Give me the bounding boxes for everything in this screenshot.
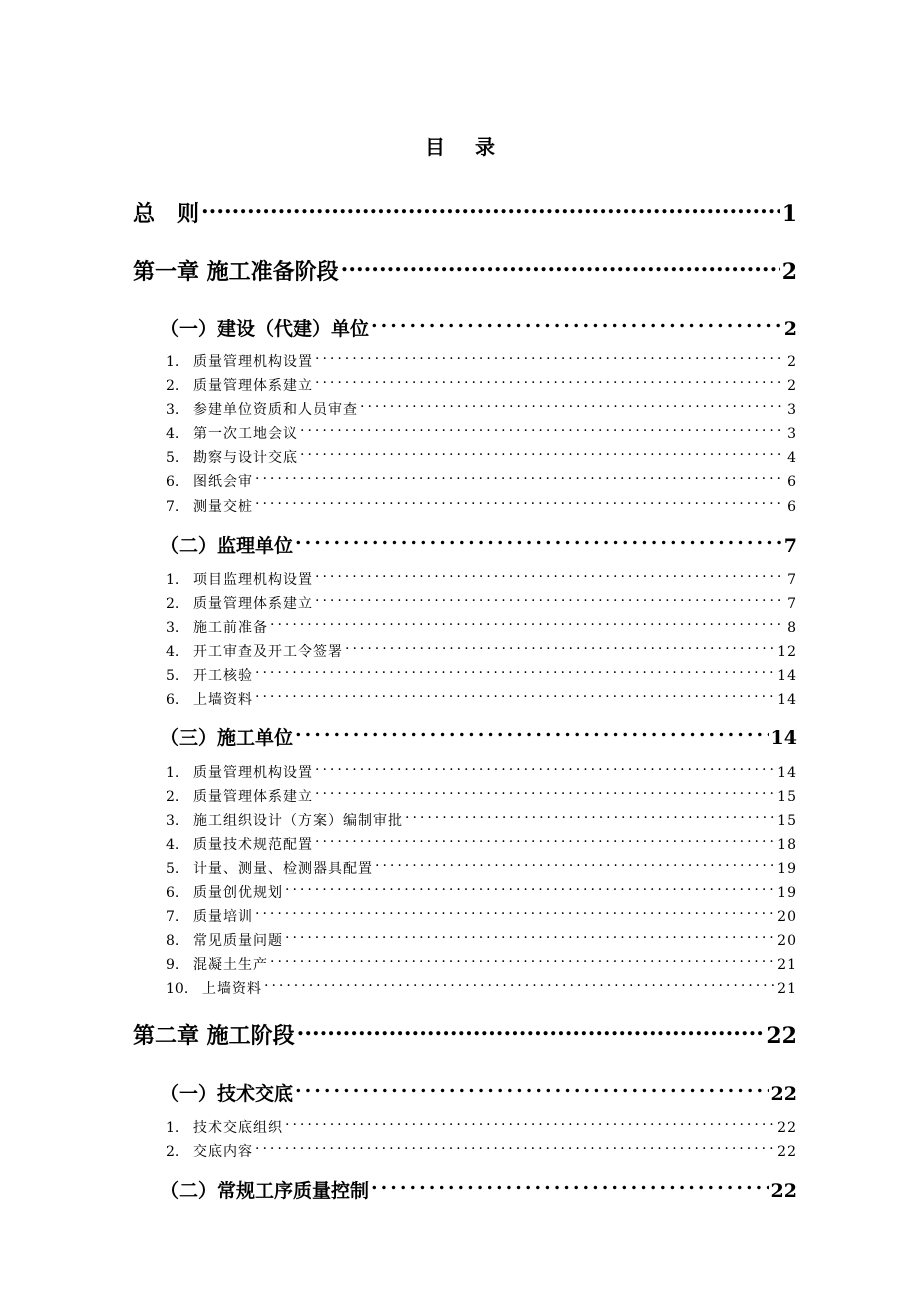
toc-entry-page: 14 [777,668,797,684]
toc-entry-label: （二）监理单位 [160,535,294,557]
toc-entry-page: 21 [777,957,797,973]
dot-leader [315,827,775,849]
toc-entry-page: 15 [777,813,797,829]
toc-entry-label: （三）施工单位 [160,727,294,749]
toc-entry-item[interactable] [166,562,797,588]
toc-entry-page: 22 [770,1180,797,1202]
toc-entry-general[interactable] [133,191,797,227]
toc-item-number: 8. [166,933,180,949]
toc-entry-label: 第一章 施工准备阶段 [133,259,339,285]
toc-entry-page: 2 [787,378,797,394]
dot-leader [315,586,785,608]
toc-entry-page: 1 [781,201,797,227]
toc-entry-label: 质量管理体系建立 [193,596,313,612]
toc-entry-page: 3 [787,426,797,442]
dot-leader [315,562,785,584]
toc-entry-label: 混凝土生产 [193,957,268,973]
toc-entry-page: 12 [777,644,797,660]
toc-item-number: 7. [166,499,180,515]
toc-item-number: 1. [166,765,180,781]
toc-entry-section[interactable] [160,307,797,340]
toc-entry-page: 2 [787,354,797,370]
toc-entry-label: 参建单位资质和人员审查 [193,402,358,418]
toc-entry-item[interactable] [166,971,797,997]
toc-entry-section[interactable] [160,716,797,749]
dot-leader [295,1072,769,1100]
dot-leader [255,1134,775,1156]
toc-entry-label: 项目监理机构设置 [193,572,313,588]
toc-item-number: 2. [166,596,180,612]
toc-entry-label: 开工核验 [193,668,253,684]
toc-entry-chapter-2[interactable] [133,1013,797,1049]
toc-entry-item[interactable] [166,416,797,442]
dot-leader [285,1110,775,1132]
toc-entry-label: 总 则 [133,201,200,227]
toc-entry-item[interactable] [166,634,797,660]
toc-item-number: 3. [166,620,180,636]
toc-item-number: 2. [166,1144,180,1160]
toc-entry-label: 施工前准备 [193,620,268,636]
toc-title [0,133,920,161]
toc-entry-item[interactable] [166,899,797,925]
toc-entry-page: 14 [777,692,797,708]
toc-entry-page: 14 [777,765,797,781]
toc-entry-page: 22 [766,1023,797,1049]
dot-leader [295,524,782,552]
dot-leader [345,634,775,656]
toc-entry-label: 计量、测量、检测器具配置 [193,861,373,877]
toc-entry-label: （一）技术交底 [160,1083,294,1105]
toc-entry-page: 22 [777,1144,797,1160]
dot-leader [255,658,775,680]
toc-entry-label: 第一次工地会议 [193,426,298,442]
toc-entry-item[interactable] [166,875,797,901]
toc-entry-item[interactable] [166,755,797,781]
toc-entry-item[interactable] [166,368,797,394]
toc-entry-label: 测量交桩 [193,499,253,515]
toc-item-number: 5. [166,450,180,466]
toc-title-char-1: 目 [425,135,445,159]
dot-leader [270,947,775,969]
toc-item-number: 3. [166,813,180,829]
toc-entry-item[interactable] [166,658,797,684]
dot-leader [295,716,769,744]
dot-leader [315,755,775,777]
toc-entry-page: 20 [777,909,797,925]
toc-entry-section[interactable] [160,524,797,557]
toc-entry-page: 6 [787,474,797,490]
dot-leader [264,971,775,993]
dot-leader [255,464,785,486]
toc-entry-item[interactable] [166,947,797,973]
toc-entry-page: 7 [787,596,797,612]
toc-entry-item[interactable] [166,923,797,949]
toc-entry-label: 上墙资料 [193,692,253,708]
toc-item-number: 7. [166,909,180,925]
toc-item-number: 10. [166,981,189,997]
toc-entry-section[interactable] [160,1072,797,1105]
toc-entry-page: 21 [777,981,797,997]
toc-entry-page: 7 [787,572,797,588]
toc-entry-page: 22 [770,1083,797,1105]
toc-entry-item[interactable] [166,851,797,877]
toc-entry-label: 质量管理机构设置 [193,354,313,370]
dot-leader [315,344,785,366]
dot-leader [371,307,782,335]
toc-entry-page: 15 [777,789,797,805]
toc-entry-section[interactable] [160,1169,797,1202]
toc-item-number: 1. [166,1120,180,1136]
toc-entry-label: （一）建设（代建）单位 [160,318,370,340]
toc-entry-item[interactable] [166,1110,797,1136]
toc-entry-item[interactable] [166,610,797,636]
toc-entry-item[interactable] [166,344,797,370]
toc-entry-label: 勘察与设计交底 [193,450,298,466]
toc-entry-item[interactable] [166,489,797,515]
toc-entry-item[interactable] [166,827,797,853]
toc-entry-item[interactable] [166,392,797,418]
toc-entry-label: 质量管理体系建立 [193,378,313,394]
toc-entry-page: 20 [777,933,797,949]
toc-entry-page: 2 [783,318,797,340]
dot-leader [315,779,775,801]
dot-leader [300,416,785,438]
toc-entry-label: 质量管理体系建立 [193,789,313,805]
toc-item-number: 2. [166,378,180,394]
toc-entry-page: 7 [783,535,797,557]
toc-title-char-2: 录 [475,135,495,159]
toc-entry-item[interactable] [166,803,797,829]
toc-item-number: 2. [166,789,180,805]
toc-entry-label: 上墙资料 [202,981,262,997]
toc-item-number: 3. [166,402,180,418]
dot-leader [255,899,775,921]
dot-leader [360,392,785,414]
toc-entry-page: 3 [787,402,797,418]
toc-entry-page: 6 [787,499,797,515]
toc-entry-item[interactable] [166,586,797,612]
toc-entry-label: 开工审查及开工令签署 [193,644,343,660]
dot-leader [285,875,775,897]
toc-item-number: 4. [166,837,180,853]
toc-entry-label: 常见质量问题 [193,933,283,949]
toc-item-number: 5. [166,861,180,877]
dot-leader [285,923,775,945]
toc-entry-label: 质量创优规划 [193,885,283,901]
dot-leader [375,851,775,873]
toc-entry-page: 2 [781,259,797,285]
dot-leader [315,368,785,390]
toc-entry-page: 19 [777,861,797,877]
toc-entry-item[interactable] [166,779,797,805]
dot-leader [255,489,785,511]
toc-entry-item[interactable] [166,682,797,708]
dot-leader [371,1169,769,1197]
dot-leader [270,610,785,632]
toc-entry-label: （二）常规工序质量控制 [160,1180,370,1202]
dot-leader [201,191,780,221]
dot-leader [255,682,775,704]
dot-leader [300,440,785,462]
toc-entry-item[interactable] [166,1134,797,1160]
dot-leader [341,249,780,279]
dot-leader [297,1013,765,1043]
toc-entry-page: 14 [770,727,797,749]
toc-item-number: 4. [166,426,180,442]
toc-item-number: 9. [166,957,180,973]
toc-entry-page: 4 [787,450,797,466]
dot-leader [405,803,775,825]
toc-entry-label: 质量培训 [193,909,253,925]
toc-item-number: 6. [166,474,180,490]
toc-entry-label: 技术交底组织 [193,1120,283,1136]
toc-item-number: 6. [166,885,180,901]
toc-entry-label: 交底内容 [193,1144,253,1160]
toc-entry-label: 质量管理机构设置 [193,765,313,781]
toc-entry-page: 18 [777,837,797,853]
toc-entry-label: 施工组织设计（方案）编制审批 [193,813,403,829]
toc-entry-chapter-1[interactable] [133,249,797,285]
toc-entry-label: 图纸会审 [193,474,253,490]
toc-item-number: 5. [166,668,180,684]
toc-entry-page: 22 [777,1120,797,1136]
toc-item-number: 1. [166,572,180,588]
toc-entry-label: 质量技术规范配置 [193,837,313,853]
toc-entry-item[interactable] [166,464,797,490]
toc-item-number: 6. [166,692,180,708]
toc-item-number: 4. [166,644,180,660]
toc-entry-page: 19 [777,885,797,901]
toc-item-number: 1. [166,354,180,370]
toc-entry-label: 第二章 施工阶段 [133,1023,295,1049]
toc-entry-page: 8 [787,620,797,636]
toc-entry-item[interactable] [166,440,797,466]
